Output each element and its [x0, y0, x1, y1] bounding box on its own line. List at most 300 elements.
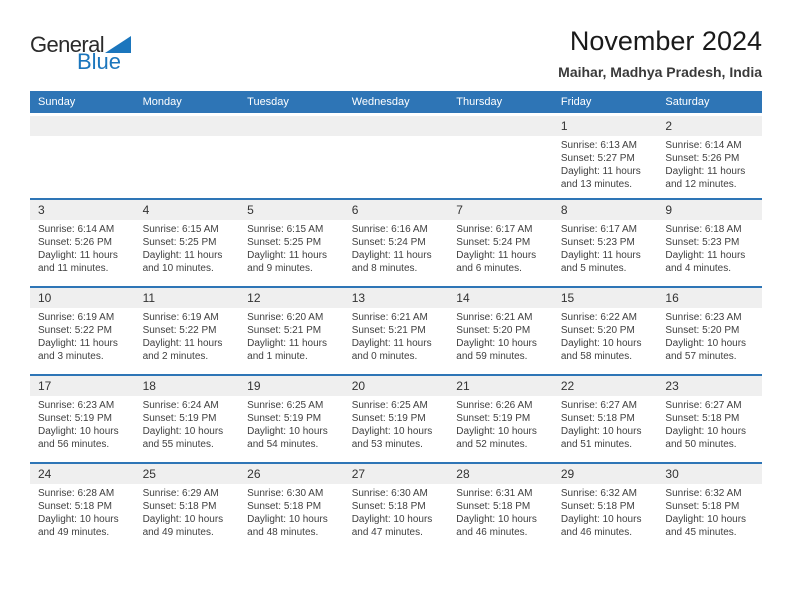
daylight-label: Daylight: — [665, 426, 705, 438]
daylight-value: 10 hours and 53 minutes. — [351, 426, 433, 451]
logo-text-general: General — [30, 32, 105, 57]
sunrise-value: 6:24 AM — [182, 400, 219, 412]
sunrise-value: 6:23 AM — [77, 400, 115, 412]
sunrise-label: Sunrise: — [351, 312, 389, 324]
sunset-line — [456, 236, 545, 249]
sunrise-line — [247, 487, 336, 500]
page-title: November 2024 — [569, 26, 762, 56]
day-cell — [657, 484, 762, 550]
day-cell-empty — [239, 136, 344, 198]
weekday-header-friday: Friday — [560, 96, 592, 109]
sunset-value: 5:18 PM — [283, 501, 322, 513]
day-number: 24 — [38, 467, 52, 482]
sunset-value: 5:22 PM — [74, 325, 112, 337]
sunset-label: Sunset: — [560, 153, 595, 165]
daylight-value: 11 hours and 1 minute. — [247, 338, 328, 363]
sunset-label: Sunset: — [560, 413, 595, 425]
weekday-header-thursday: Thursday — [456, 96, 503, 109]
day-cell-empty — [135, 136, 240, 198]
sunset-line — [352, 236, 441, 249]
sunset-value: 5:27 PM — [597, 153, 635, 165]
sunrise-value: 6:27 AM — [600, 400, 638, 412]
day-cell — [657, 308, 762, 374]
day-number: 22 — [560, 379, 575, 394]
sunrise-label: Sunrise: — [456, 400, 493, 412]
sunset-line — [247, 236, 336, 249]
day-cell — [30, 484, 135, 550]
sunrise-value: 6:25 AM — [391, 400, 428, 412]
sunrise-value: 6:30 AM — [391, 488, 428, 500]
sunset-value: 5:26 PM — [74, 237, 112, 249]
daylight-value: 10 hours and 46 minutes. — [456, 514, 537, 539]
general-blue-logo — [30, 26, 131, 73]
sunrise-label: Sunrise: — [142, 400, 180, 412]
sunrise-label: Sunrise: — [351, 400, 389, 412]
sunset-label: Sunset: — [247, 413, 282, 425]
sunset-label: Sunset: — [665, 501, 700, 513]
day-number: 25 — [142, 467, 156, 482]
daylight-label: Daylight: — [456, 514, 496, 526]
day-cell — [30, 220, 135, 286]
day-cell — [30, 308, 135, 374]
daylight-value: 11 hours and 4 minutes. — [665, 250, 746, 275]
sunrise-label: Sunrise: — [665, 488, 703, 500]
sunrise-label: Sunrise: — [142, 224, 180, 236]
weekday-header-sunday: Sunday — [38, 96, 76, 109]
day-number: 23 — [665, 379, 679, 394]
day-number: 3 — [38, 203, 45, 218]
sunset-label: Sunset: — [456, 325, 491, 337]
sunset-line — [456, 412, 545, 425]
sunrise-line — [247, 311, 336, 324]
sunrise-label: Sunrise: — [142, 488, 180, 500]
day-cell — [135, 308, 240, 374]
daylight-line — [143, 425, 232, 451]
daylight-value: 10 hours and 48 minutes. — [247, 514, 328, 539]
sunrise-label: Sunrise: — [560, 224, 598, 236]
day-number-empty — [30, 116, 135, 137]
daylight-value: 10 hours and 51 minutes. — [560, 426, 642, 451]
sunset-value: 5:26 PM — [702, 153, 740, 165]
sunrise-label: Sunrise: — [665, 400, 703, 412]
sunrise-value: 6:14 AM — [77, 224, 115, 236]
daylight-value: 11 hours and 3 minutes. — [38, 338, 118, 363]
sunrise-line — [561, 223, 650, 236]
sunrise-line — [352, 223, 441, 236]
sunset-line — [143, 500, 232, 513]
sunrise-label: Sunrise: — [247, 488, 284, 500]
sunrise-label: Sunrise: — [456, 224, 493, 236]
day-cell — [553, 484, 658, 550]
sunset-line — [143, 236, 232, 249]
week-body — [30, 484, 762, 550]
sunrise-line — [561, 399, 650, 412]
daylight-line — [352, 513, 441, 539]
sunset-value: 5:21 PM — [283, 325, 322, 337]
daylight-value: 10 hours and 59 minutes. — [456, 338, 537, 363]
day-number: 7 — [456, 203, 463, 218]
week-row — [30, 286, 762, 374]
sunrise-line — [38, 311, 127, 324]
day-cell — [553, 136, 658, 198]
daylight-line — [561, 337, 650, 363]
day-cell-empty — [448, 136, 553, 198]
weekday-header-saturday: Saturday — [665, 96, 710, 109]
sunset-label: Sunset: — [560, 237, 595, 249]
daylight-label: Daylight: — [247, 426, 287, 438]
daylight-line — [143, 513, 232, 539]
sunset-label: Sunset: — [560, 501, 595, 513]
sunrise-value: 6:32 AM — [704, 488, 742, 500]
sunset-value: 5:19 PM — [74, 413, 112, 425]
day-cell — [657, 136, 762, 198]
sunset-value: 5:20 PM — [702, 325, 740, 337]
day-cell — [344, 308, 449, 374]
daylight-line — [38, 425, 127, 451]
daylight-value: 11 hours and 12 minutes. — [665, 166, 746, 191]
day-number: 15 — [560, 291, 575, 306]
daylight-value: 10 hours and 45 minutes. — [665, 514, 747, 539]
daylight-label: Daylight: — [456, 426, 496, 438]
sunset-value: 5:18 PM — [74, 501, 112, 513]
day-number: 16 — [665, 291, 679, 306]
sunrise-line — [456, 223, 545, 236]
daylight-label: Daylight: — [665, 250, 705, 262]
week-row — [30, 198, 762, 286]
sunrise-label: Sunrise: — [560, 400, 598, 412]
sunset-value: 5:21 PM — [388, 325, 426, 337]
day-cell — [135, 220, 240, 286]
day-cell — [239, 308, 344, 374]
weekday-header-tuesday: Tuesday — [247, 96, 289, 109]
sunrise-line — [561, 139, 650, 152]
day-number: 8 — [560, 203, 568, 218]
day-number: 19 — [247, 379, 261, 394]
sunrise-value: 6:29 AM — [182, 488, 219, 500]
daylight-line — [665, 337, 754, 363]
sunrise-label: Sunrise: — [456, 312, 493, 324]
weekday-header-wednesday: Wednesday — [351, 96, 410, 109]
daylight-label: Daylight: — [560, 166, 600, 178]
daylight-value: 11 hours and 11 minutes. — [38, 250, 118, 275]
sunset-label: Sunset: — [142, 413, 177, 425]
sunrise-line — [665, 311, 754, 324]
sunrise-value: 6:16 AM — [391, 224, 428, 236]
daylight-label: Daylight: — [38, 250, 77, 262]
sunrise-value: 6:17 AM — [600, 224, 638, 236]
daylight-line — [665, 513, 754, 539]
sunset-label: Sunset: — [456, 413, 491, 425]
day-cell — [344, 396, 449, 462]
sunrise-label: Sunrise: — [142, 312, 180, 324]
daylight-line — [143, 249, 232, 275]
day-cell — [657, 396, 762, 462]
daylight-line — [456, 425, 545, 451]
sunset-value: 5:18 PM — [702, 413, 740, 425]
daylight-label: Daylight: — [351, 338, 391, 350]
daylight-line — [561, 513, 650, 539]
day-cell — [135, 396, 240, 462]
sunset-label: Sunset: — [560, 325, 595, 337]
sunset-value: 5:20 PM — [597, 325, 635, 337]
sunrise-value: 6:18 AM — [704, 224, 742, 236]
week-row — [30, 462, 762, 550]
sunrise-value: 6:19 AM — [77, 312, 115, 324]
day-cell — [553, 308, 658, 374]
daylight-value: 11 hours and 13 minutes. — [560, 166, 641, 191]
week-row — [30, 116, 762, 198]
sunset-label: Sunset: — [142, 237, 177, 249]
daylight-label: Daylight: — [142, 250, 182, 262]
daylight-line — [247, 425, 336, 451]
sunset-label: Sunset: — [351, 413, 386, 425]
sunset-value: 5:24 PM — [492, 237, 531, 249]
sunset-value: 5:22 PM — [179, 325, 217, 337]
calendar-grid — [30, 116, 762, 550]
day-number-empty — [239, 116, 344, 137]
day-number: 26 — [247, 467, 261, 482]
daylight-value: 10 hours and 57 minutes. — [665, 338, 747, 363]
sunset-label: Sunset: — [38, 237, 72, 249]
sunrise-line — [38, 399, 127, 412]
day-number: 12 — [247, 291, 261, 306]
sunrise-value: 6:15 AM — [286, 224, 324, 236]
sunrise-label: Sunrise: — [456, 488, 493, 500]
daylight-label: Daylight: — [247, 514, 287, 526]
sunrise-line — [352, 487, 441, 500]
daylight-label: Daylight: — [142, 426, 182, 438]
sunrise-label: Sunrise: — [665, 312, 703, 324]
day-number: 18 — [142, 379, 156, 394]
day-number: 13 — [351, 291, 366, 306]
day-cell — [553, 396, 658, 462]
sunset-label: Sunset: — [665, 413, 700, 425]
sunset-label: Sunset: — [456, 237, 491, 249]
title-block — [131, 26, 762, 80]
sunset-line — [38, 236, 127, 249]
daylight-value: 11 hours and 2 minutes. — [142, 338, 223, 363]
day-cell — [448, 484, 553, 550]
sunset-label: Sunset: — [351, 501, 386, 513]
day-number: 14 — [456, 291, 470, 306]
day-cell — [448, 308, 553, 374]
daylight-value: 10 hours and 49 minutes. — [38, 514, 119, 539]
sunset-label: Sunset: — [665, 237, 700, 249]
sunrise-line — [456, 487, 545, 500]
daylight-label: Daylight: — [351, 426, 391, 438]
daylight-label: Daylight: — [142, 514, 182, 526]
sunset-label: Sunset: — [351, 237, 386, 249]
sunrise-value: 6:32 AM — [600, 488, 638, 500]
weekday-header-monday: Monday — [142, 96, 182, 109]
sunset-line — [38, 324, 127, 337]
sunset-label: Sunset: — [38, 501, 72, 513]
daylight-label: Daylight: — [665, 514, 705, 526]
sunrise-value: 6:15 AM — [182, 224, 219, 236]
sunset-line — [665, 236, 754, 249]
daylight-line — [247, 337, 336, 363]
logo-text-blue: Blue — [77, 49, 122, 74]
day-cell — [553, 220, 658, 286]
day-number: 11 — [142, 291, 156, 306]
sunrise-value: 6:22 AM — [600, 312, 638, 324]
daylight-value: 10 hours and 54 minutes. — [247, 426, 328, 451]
sunrise-value: 6:17 AM — [495, 224, 533, 236]
day-number: 4 — [142, 203, 150, 218]
sunrise-line — [247, 399, 336, 412]
day-number-band — [30, 200, 762, 220]
sunset-label: Sunset: — [665, 325, 700, 337]
sunset-value: 5:25 PM — [179, 237, 217, 249]
sunset-value: 5:19 PM — [388, 413, 426, 425]
daylight-label: Daylight: — [38, 426, 77, 438]
sunrise-value: 6:19 AM — [182, 312, 219, 324]
sunset-line — [247, 500, 336, 513]
daylight-label: Daylight: — [38, 514, 77, 526]
sunset-line — [143, 324, 232, 337]
sunset-label: Sunset: — [247, 501, 282, 513]
sunset-value: 5:18 PM — [492, 501, 531, 513]
sunset-value: 5:23 PM — [702, 237, 740, 249]
sunrise-line — [143, 223, 232, 236]
sunrise-line — [665, 223, 754, 236]
sunset-label: Sunset: — [456, 501, 491, 513]
sunset-label: Sunset: — [142, 501, 177, 513]
daylight-value: 11 hours and 10 minutes. — [142, 250, 223, 275]
day-cell — [344, 484, 449, 550]
sunrise-line — [143, 311, 232, 324]
sunset-label: Sunset: — [247, 325, 282, 337]
day-cell — [30, 396, 135, 462]
day-cell-empty — [344, 136, 449, 198]
sunset-value: 5:20 PM — [492, 325, 531, 337]
sunset-label: Sunset: — [38, 325, 72, 337]
daylight-line — [456, 513, 545, 539]
sunrise-value: 6:14 AM — [704, 140, 742, 152]
daylight-label: Daylight: — [665, 166, 705, 178]
sunset-line — [38, 412, 127, 425]
sunrise-label: Sunrise: — [665, 140, 703, 152]
daylight-label: Daylight: — [560, 514, 600, 526]
day-cell-empty — [30, 136, 135, 198]
sunset-value: 5:18 PM — [179, 501, 217, 513]
sunrise-line — [456, 311, 545, 324]
week-row — [30, 374, 762, 462]
sunset-value: 5:19 PM — [283, 413, 322, 425]
sunset-line — [143, 412, 232, 425]
sunset-label: Sunset: — [38, 413, 72, 425]
day-number: 10 — [38, 291, 52, 306]
daylight-label: Daylight: — [665, 338, 705, 350]
sunset-line — [247, 412, 336, 425]
sunrise-value: 6:27 AM — [704, 400, 742, 412]
sunset-value: 5:18 PM — [702, 501, 740, 513]
sunrise-line — [561, 487, 650, 500]
day-number: 2 — [665, 119, 673, 134]
day-cell — [657, 220, 762, 286]
daylight-label: Daylight: — [351, 514, 391, 526]
daylight-value: 10 hours and 49 minutes. — [142, 514, 224, 539]
sunrise-label: Sunrise: — [38, 224, 75, 236]
day-number-empty — [344, 116, 449, 137]
sunrise-label: Sunrise: — [351, 488, 389, 500]
daylight-label: Daylight: — [247, 338, 287, 350]
sunset-line — [561, 412, 650, 425]
sunrise-value: 6:25 AM — [286, 400, 324, 412]
sunrise-line — [352, 399, 441, 412]
sunrise-label: Sunrise: — [665, 224, 703, 236]
sunset-line — [561, 236, 650, 249]
daylight-line — [561, 165, 650, 191]
sunrise-line — [247, 223, 336, 236]
daylight-value: 11 hours and 6 minutes. — [456, 250, 537, 275]
sunrise-label: Sunrise: — [38, 312, 75, 324]
sunset-value: 5:19 PM — [179, 413, 217, 425]
sunset-line — [665, 500, 754, 513]
sunset-line — [561, 152, 650, 165]
day-number: 30 — [665, 467, 679, 482]
daylight-line — [665, 249, 754, 275]
sunrise-line — [38, 223, 127, 236]
sunset-line — [665, 412, 754, 425]
sunrise-label: Sunrise: — [560, 488, 598, 500]
daylight-label: Daylight: — [456, 338, 496, 350]
sunset-label: Sunset: — [142, 325, 177, 337]
top-bar — [0, 0, 792, 80]
daylight-value: 10 hours and 46 minutes. — [560, 514, 642, 539]
daylight-value: 10 hours and 55 minutes. — [142, 426, 224, 451]
sunset-value: 5:23 PM — [597, 237, 635, 249]
daylight-line — [352, 337, 441, 363]
daylight-label: Daylight: — [142, 338, 182, 350]
day-number-empty — [135, 116, 240, 137]
daylight-line — [38, 513, 127, 539]
sunrise-line — [352, 311, 441, 324]
sunset-value: 5:18 PM — [597, 501, 635, 513]
sunrise-line — [456, 399, 545, 412]
sunrise-label: Sunrise: — [247, 400, 284, 412]
daylight-line — [143, 337, 232, 363]
daylight-line — [247, 249, 336, 275]
day-number: 28 — [456, 467, 470, 482]
day-number: 21 — [456, 379, 470, 394]
daylight-label: Daylight: — [560, 426, 600, 438]
sunrise-value: 6:13 AM — [600, 140, 638, 152]
day-number: 9 — [665, 203, 673, 218]
week-body — [30, 396, 762, 462]
sunrise-value: 6:28 AM — [77, 488, 115, 500]
page-subtitle: Maihar, Madhya Pradesh, India — [558, 64, 762, 81]
daylight-line — [456, 337, 545, 363]
day-cell — [448, 220, 553, 286]
sunset-value: 5:18 PM — [597, 413, 635, 425]
daylight-label: Daylight: — [38, 338, 77, 350]
sunrise-line — [665, 487, 754, 500]
sunset-line — [352, 412, 441, 425]
sunrise-value: 6:23 AM — [704, 312, 742, 324]
day-cell — [239, 396, 344, 462]
daylight-line — [561, 425, 650, 451]
day-number: 6 — [351, 203, 359, 218]
sunrise-label: Sunrise: — [560, 312, 598, 324]
sunrise-value: 6:26 AM — [495, 400, 533, 412]
day-number: 29 — [560, 467, 575, 482]
sunrise-line — [143, 399, 232, 412]
daylight-line — [561, 249, 650, 275]
week-body — [30, 308, 762, 374]
day-number: 20 — [351, 379, 366, 394]
sunrise-line — [143, 487, 232, 500]
